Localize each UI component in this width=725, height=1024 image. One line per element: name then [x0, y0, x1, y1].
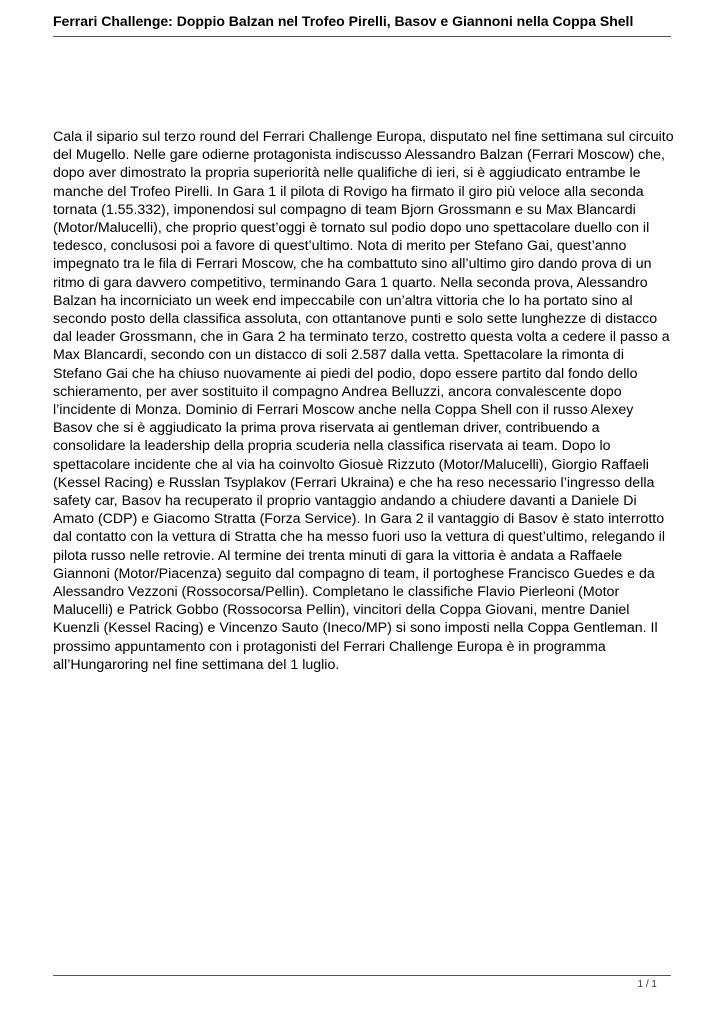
header-divider — [53, 36, 671, 37]
footer-divider — [53, 975, 671, 976]
page-number: 1 / 1 — [637, 979, 657, 990]
article-body: Cala il sipario sul terzo round del Ferrari Challenge Europa, disputato nel fine settimana sul circuito del Mugello. Nelle gare odierne protagonista indiscusso Alessandro Balzan (Ferrari Moscow) che, dopo aver dimostrato la propria superiorità nelle qualifiche di ieri, si è aggiudicato entrambe le manche del Trofeo Pirelli. In Gara 1 il pilota di Rovigo ha firmato il giro più veloce alla seconda tornata (1.55.332), imponendosi sul compagno di team Bjorn Grossmann e su Max Blancardi (Motor/Malucelli), che proprio quest’oggi è tornato sul podio dopo uno spettacolare duello con il tedesco, conclusosi poi a favore di quest’ultimo. Nota di merito per Stefano Gai, quest’anno impegnato tra le fila di Ferrari Moscow, che ha combattuto sino all’ultimo giro dando prova di un ritmo di gara davvero competitivo, terminando Gara 1 quarto. Nella seconda prova, Alessandro Balzan ha incorniciato un week end impeccabile con un’altra vittoria che lo ha portato sino al secondo posto della classifica assoluta, con ottantanove punti e solo sette lunghezze di distacco dal leader Grossmann, che in Gara 2 ha terminato terzo, costretto questa volta a cedere il passo a Max Blancardi, secondo con un distacco di soli 2.587 dalla vetta. Spettacolare la rimonta di Stefano Gai che ha chiuso nuovamente ai piedi del podio, dopo essere partito dal fondo dello schieramento, per aver sostituito il compagno Andrea Belluzzi, ancora convalescente dopo l’incidente di Monza. Dominio di Ferrari Moscow anche nella Coppa Shell con il russo Alexey Basov che si è aggiudicato la prima prova riservata ai gentleman driver, contribuendo a consolidare la leadership della propria scuderia nella classifica riservata ai team. Dopo lo spettacolare incidente che al via ha coinvolto Giosuè Rizzuto (Motor/Malucelli), Giorgio Raffaeli (Kessel Racing) e Russlan Tsyplakov (Ferrari Ukraina) e che ha reso necessario l’ingresso della safety car, Basov ha recuperato il proprio vantaggio andando a chiudere davanti a Daniele Di Amato (CDP) e Giacomo Stratta (Forza Service). In Gara 2 il vantaggio di Basov è stato interrotto dal contatto con la vettura di Stratta che ha messo fuori uso la vettura di quest’ultimo, relegando il pilota russo nelle retrovie. Al termine dei trenta minuti di gara la vittoria è andata a Raffaele Giannoni (Motor/Piacenza) seguito dal compagno di team, il portoghese Francisco Guedes e da Alessandro Vezzoni (Rossocorsa/Pellin). Completano le classifiche Flavio Pierleoni (Motor Malucelli) e Patrick Gobbo (Rossocorsa Pellin), vincitori della Coppa Giovani, mentre Daniel Kuenzli (Kessel Racing) e Vincenzo Sauto (Ineco/MP) si sono imposti nella Coppa Gentleman. Il prossimo appuntamento con i protagonisti del Ferrari Challenge Europa è in programma all’Hungaroring nel fine settimana del 1 luglio. — [53, 129, 674, 673]
page-title: Ferrari Challenge: Doppio Balzan nel Trofeo Pirelli, Basov e Giannoni nella Coppa Shell — [53, 13, 634, 29]
